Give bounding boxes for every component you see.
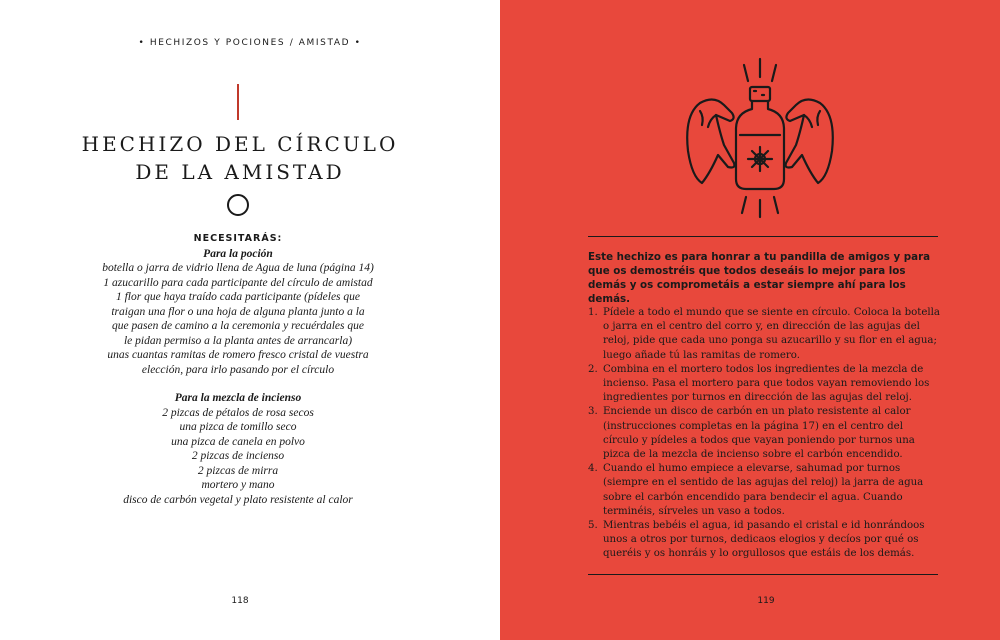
right-page <box>500 0 1000 640</box>
potion-heading: Para la poción <box>203 247 273 260</box>
bottom-rule <box>588 574 938 575</box>
step-text: Mientras bebéis el agua, id pasando el cristal e id honrándoos unos a otros por turnos, dedicaos elogios y decíos por qué os queréis y os honráis y lo orgullosos que estáis de los demás. <box>603 520 925 560</box>
step-number: 5. <box>588 520 598 532</box>
list-item: 2 pizcas de incienso <box>191 450 285 462</box>
step-text: Enciende un disco de carbón en un plato resistente al calor (instrucciones completas en la página 17) en el centro del círculo y pídeles a todos que vayan poniendo por turnos una pizca de la mezcla de incienso sobre el carbón encendido. <box>603 406 915 461</box>
page-title <box>0 130 480 186</box>
list-item: unas cuantas ramitas de romero fresco cristal de vuestra <box>107 349 369 361</box>
step-text: Combina en el mortero todos los ingredientes de la mezcla de incienso. Pasa el mortero para que todos vayan removiendo los ingredientes por turnos en dirección de las agujas del reloj. <box>603 363 930 404</box>
list-item: 2 pizcas de pétalos de rosa secos <box>162 406 314 419</box>
intro-paragraph: Este hechizo es para honrar a tu pandilla de amigos y para que os demostréis que todos deseáis lo mejor para los demás y os comprometáis a estar siempre ahí para los demás. <box>588 251 931 305</box>
step-number: 3. <box>588 406 598 418</box>
list-item <box>588 363 940 406</box>
list-item: botella o jarra de vidrio llena de Agua de luna (página 14) <box>102 262 374 274</box>
red-divider-line <box>237 84 239 120</box>
step-text: Pídele a todo el mundo que se siente en círculo. Coloca la botella o jarra en el centro del corro y, en dirección de las agujas del reloj, pide que cada uno ponga su azucarillo y su flor en el agua; luego añade tú las ramitas de romero. <box>603 307 940 361</box>
ingredients-list <box>0 232 476 507</box>
hands-bottle-icon <box>680 55 840 220</box>
list-item: que pasen de camino a la ceremonia y recuérdales que <box>112 320 364 332</box>
steps-list <box>588 306 940 562</box>
list-item: 1 flor que haya traído cada participante (pídeles que <box>115 291 360 303</box>
step-number: 1. <box>588 307 598 318</box>
list-item: una pizca de tomillo seco <box>179 421 297 433</box>
list-item: una pizca de canela en polvo <box>171 435 305 448</box>
list-item <box>588 519 940 562</box>
list-item: 1 azucarillo para cada participante del círculo de amistad <box>103 276 373 289</box>
list-item <box>588 462 940 519</box>
title-line-2: DE LA AMISTAD <box>135 160 345 184</box>
list-item: disco de carbón vegetal y plato resistente al calor <box>123 493 353 506</box>
circle-icon <box>227 194 249 216</box>
list-item: mortero y mano <box>201 479 275 491</box>
running-head: • HECHIZOS Y POCIONES / AMISTAD • <box>138 38 362 48</box>
page-number-right: 119 <box>757 596 775 606</box>
list-item <box>588 306 940 363</box>
top-rule <box>588 236 938 237</box>
incense-heading: Para la mezcla de incienso <box>174 392 302 404</box>
step-text: Cuando el humo empiece a elevarse, sahumad por turnos (siempre en el sentido de las agujas del reloj) la jarra de agua sobre el carbón encendido para bendecir el agua. Cuando terminéis, sírveles un vaso a todos. <box>603 463 924 517</box>
list-item <box>588 405 940 462</box>
title-line-1: HECHIZO DEL CÍRCULO <box>81 132 399 156</box>
list-item: le pidan permiso a la planta antes de arrancarla) <box>123 334 353 347</box>
step-number: 4. <box>588 463 598 475</box>
list-item: elección, para irlo pasando por el círculo <box>141 363 335 376</box>
step-number: 2. <box>588 363 598 375</box>
page-number-left: 118 <box>231 596 249 606</box>
list-item: traigan una flor o una hoja de alguna planta junto a la <box>111 305 365 318</box>
list-item: 2 pizcas de mirra <box>197 464 279 477</box>
needs-heading: NECESITARÁS: <box>193 233 283 244</box>
